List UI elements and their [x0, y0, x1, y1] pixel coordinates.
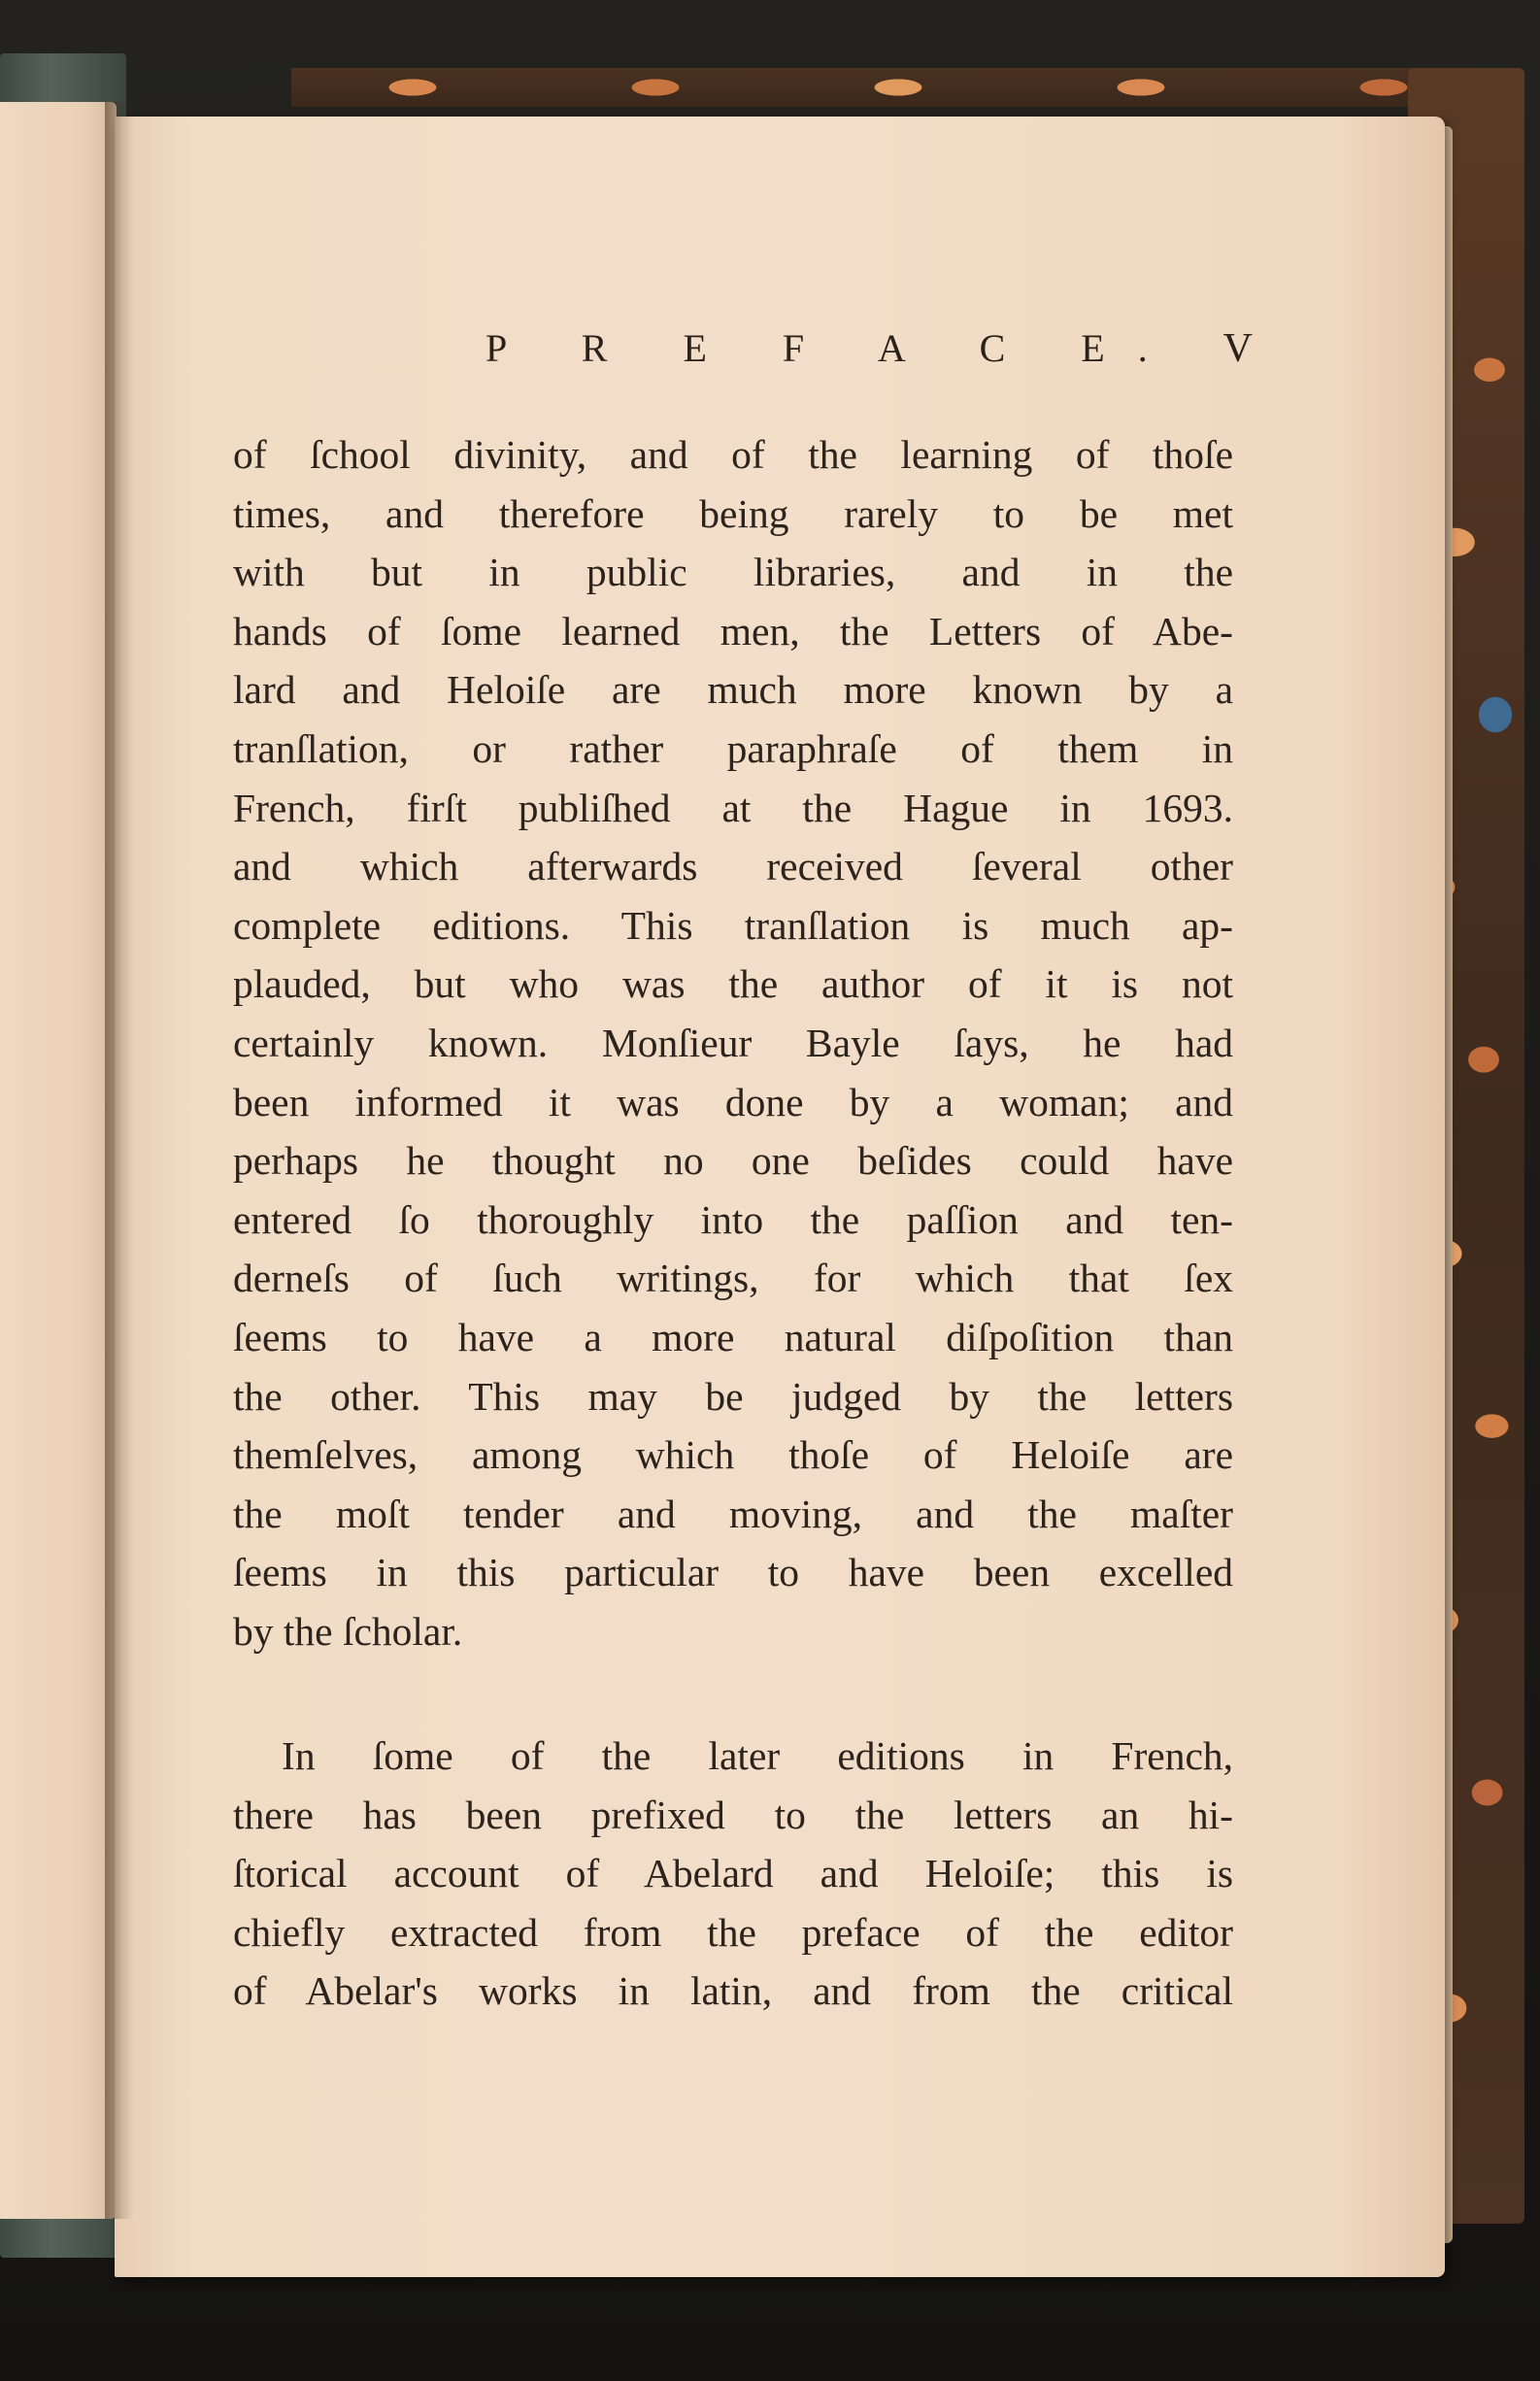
text-line: hands of ſome learned men, the Letters of Abe- [233, 608, 1233, 654]
text-line: In ſome of the later editions in French, [282, 1733, 1233, 1778]
text-line: and which afterwards received ſeveral other [233, 844, 1233, 889]
text-line: lard and Heloiſe are much more known by a [233, 667, 1233, 713]
text-line: complete editions. This tranſlation is much ap- [233, 902, 1233, 948]
text-line: chiefly extracted from the preface of the editor [233, 1909, 1233, 1955]
text-line: by the ſcholar. [233, 1608, 463, 1654]
text-line: plauded, but who was the author of it is not [233, 961, 1233, 1007]
text-line: certainly known. Monſieur Bayle ſays, he had [233, 1020, 1233, 1065]
page-number: V [1222, 326, 1253, 371]
text-line: of Abelar's works in latin, and from the critical [233, 1968, 1233, 2014]
text-line: derneſs of ſuch writings, for which that ſex [233, 1256, 1233, 1301]
text-line: the moſt tender and moving, and the maſter [233, 1491, 1233, 1536]
text-line: the other. This may be judged by the letters [233, 1373, 1233, 1419]
text-line: with but in public libraries, and in the [233, 550, 1233, 595]
paragraph-1 [233, 425, 1233, 1660]
running-head-title: P R E F A C E. [485, 326, 1181, 370]
paragraph-2 [233, 1727, 1233, 2021]
text-line: French, firſt publiſhed at the Hague in 1693. [233, 785, 1233, 830]
marbled-top-edge [291, 68, 1505, 107]
running-head [466, 325, 1253, 384]
text-line: there has been prefixed to the letters an hi- [233, 1792, 1233, 1837]
gutter-shadow [105, 102, 134, 2219]
left-page [0, 102, 117, 2219]
text-line: themſelves, among which thoſe of Heloiſe are [233, 1432, 1233, 1478]
text-line: perhaps he thought no one beſides could have [233, 1138, 1233, 1184]
text-line: of ſchool divinity, and of the learning of thoſe [233, 432, 1233, 477]
text-line: entered ſo thoroughly into the paſſion and ten- [233, 1196, 1233, 1242]
text-line: times, and therefore being rarely to be met [233, 490, 1233, 536]
text-line: ſtorical account of Abelard and Heloiſe; this is [233, 1851, 1233, 1896]
text-line: tranſlation, or rather paraphraſe of them in [233, 725, 1233, 771]
text-line: ſeems to have a more natural diſpoſition than [233, 1314, 1233, 1359]
text-line: been informed it was done by a woman; and [233, 1079, 1233, 1124]
text-line: ſeems in this particular to have been excelled [233, 1550, 1233, 1595]
